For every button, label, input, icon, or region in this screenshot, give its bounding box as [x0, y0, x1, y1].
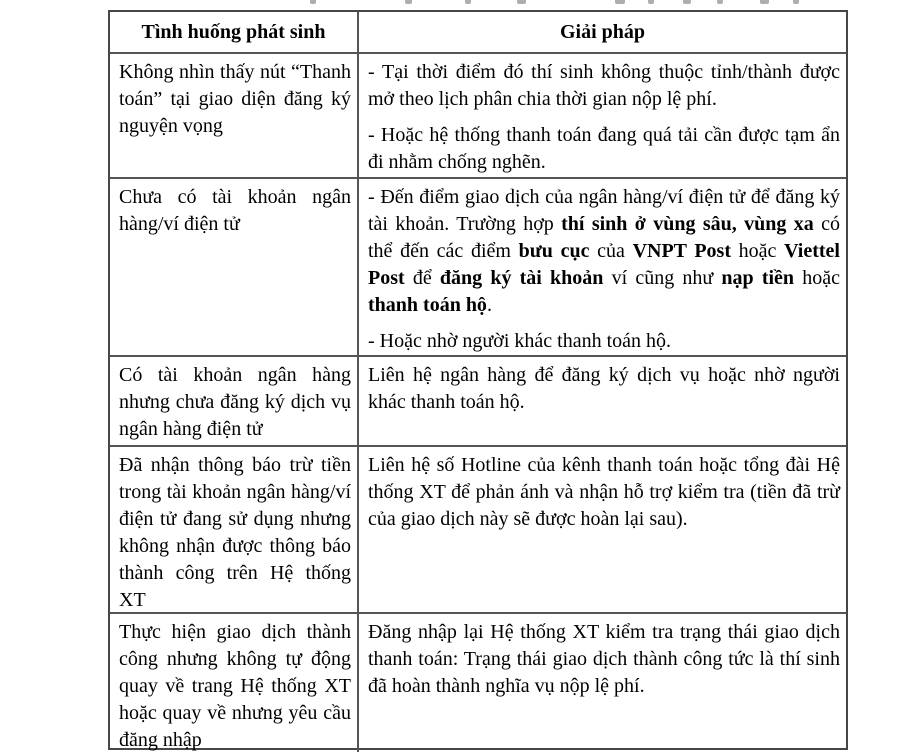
situation-cell: Có tài khoản ngân hàng nhưng chưa đăng ký dịch vụ ngân hàng điện tử — [110, 357, 359, 445]
cropped-glyph-fragment — [310, 0, 316, 4]
table-header-row — [110, 12, 846, 54]
solution-paragraph: Đăng nhập lại Hệ thống XT kiểm tra trạng thái giao dịch thanh toán: Trạng thái giao dịch thành công tức là thí sinh đã hoàn thành nghĩa vụ nộp lệ phí. — [368, 621, 840, 697]
table-row — [110, 54, 846, 179]
situation-cell: Thực hiện giao dịch thành công nhưng không tự động quay về trang Hệ thống XT hoặc quay về nhưng yêu cầu đăng nhập — [110, 614, 359, 752]
cropped-text-fragments — [0, 0, 900, 6]
situation-cell: Đã nhận thông báo trừ tiền trong tài khoản ngân hàng/ví điện tử đang sử dụng nhưng không nhận được thông báo thành công trên Hệ thống XT — [110, 447, 359, 612]
header-cell-solution — [359, 12, 846, 52]
solution-cell — [359, 357, 846, 445]
solution-paragraph: Liên hệ số Hotline của kênh thanh toán hoặc tổng đài Hệ thống XT để phản ánh và nhận hỗ trợ kiểm tra (tiền đã trừ của giao dịch này sẽ được hoàn lại sau). — [368, 454, 840, 530]
table-row — [110, 357, 846, 447]
table-row — [110, 614, 846, 752]
table-row — [110, 447, 846, 614]
solution-paragraph: - Tại thời điểm đó thí sinh không thuộc tỉnh/thành được mở theo lịch phân chia thời gian nộp lệ phí. — [368, 61, 840, 110]
column-header-solution: Giải pháp — [559, 20, 646, 43]
solution-cell — [359, 54, 846, 177]
solution-cell — [359, 447, 846, 612]
header-cell-situation — [110, 12, 359, 52]
solution-paragraph: Liên hệ ngân hàng để đăng ký dịch vụ hoặc nhờ người khác thanh toán hộ. — [368, 364, 840, 413]
faq-table — [108, 10, 848, 750]
situation-cell: Chưa có tài khoản ngân hàng/ví điện tử — [110, 179, 359, 355]
solution-paragraph: - Hoặc nhờ người khác thanh toán hộ. — [368, 330, 672, 352]
column-header-situation: Tình huống phát sinh — [141, 20, 326, 43]
solution-paragraph: - Đến điểm giao dịch của ngân hàng/ví điện tử để đăng ký tài khoản. Trường hợp thí sinh ở vùng sâu, vùng xa có thể đến các điểm bưu cục của VNPT Post hoặc Viettel Post để đăng ký tài khoản ví cũng như nạp tiền hoặc thanh toán hộ. — [368, 186, 840, 316]
cropped-glyph-fragment — [517, 0, 526, 4]
cropped-glyph-fragment — [717, 0, 723, 4]
solution-cell — [359, 179, 846, 355]
cropped-glyph-fragment — [683, 0, 691, 4]
cropped-glyph-fragment — [648, 0, 654, 4]
cropped-glyph-fragment — [405, 0, 412, 4]
situation-cell: Không nhìn thấy nút “Thanh toán” tại giao diện đăng ký nguyện vọng — [110, 54, 359, 177]
solution-cell — [359, 614, 846, 752]
table-row — [110, 179, 846, 357]
cropped-glyph-fragment — [760, 0, 769, 4]
cropped-glyph-fragment — [793, 0, 799, 4]
cropped-glyph-fragment — [465, 0, 471, 4]
solution-paragraph: - Hoặc hệ thống thanh toán đang quá tải cần được tạm ẩn đi nhằm chống nghẽn. — [368, 124, 840, 173]
cropped-glyph-fragment — [615, 0, 625, 4]
